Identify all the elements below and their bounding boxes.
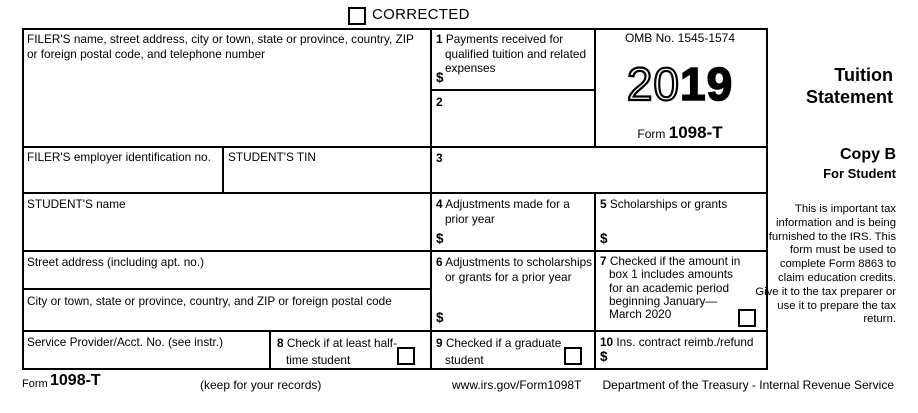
- student-instructions: This is important tax information and is being furnished to the IRS. This form must be used to complete Form 8863 to claim education credits. Give it to the tax preparer or use it to prepare the tax return.: [755, 203, 896, 326]
- student-name-input[interactable]: [27, 212, 423, 242]
- box7-label-row: [600, 255, 745, 322]
- box4-label: Adjustments made for a prior year: [445, 197, 570, 226]
- box1-amount-input[interactable]: [449, 72, 588, 85]
- divider-h-row2: [22, 192, 768, 194]
- divider-h-top: [22, 28, 768, 30]
- box8-number: 8: [277, 336, 284, 350]
- student-tin-input[interactable]: [228, 165, 424, 177]
- copy-recipient: For Student: [823, 166, 896, 181]
- filer-ein-input[interactable]: [27, 165, 215, 177]
- form-number: 1098-T: [668, 123, 723, 142]
- box10-label-row: [600, 335, 779, 350]
- student-tin-label: STUDENT'S TIN: [228, 150, 316, 164]
- box5-dollar-sign: $: [600, 231, 608, 246]
- box4-number: 4: [436, 197, 443, 211]
- box1-number: 1: [436, 32, 443, 46]
- box10-dollar-sign: $: [600, 349, 608, 364]
- box6-amount-input[interactable]: [449, 312, 586, 325]
- street-address-label: Street address (including apt. no.): [27, 255, 205, 269]
- box5-number: 5: [600, 197, 607, 211]
- box3-input[interactable]: [446, 150, 736, 162]
- box4-dollar-sign: $: [436, 231, 444, 246]
- city-input[interactable]: [27, 309, 427, 321]
- box4-amount-input[interactable]: [449, 233, 586, 246]
- form-title: [806, 64, 893, 108]
- box9-checkbox[interactable]: [564, 347, 582, 365]
- box3-number: 3: [436, 151, 443, 165]
- box5-label: Scholarships or grants: [609, 197, 728, 211]
- filer-ein-label: FILER'S employer identification no.: [27, 150, 211, 164]
- box5-amount-input[interactable]: [613, 233, 758, 246]
- divider-h-street-city: [22, 288, 432, 290]
- divider-h-row3: [22, 250, 768, 252]
- omb-number: OMB No. 1545-1574: [624, 31, 736, 45]
- footer-form-word: Form: [22, 378, 48, 390]
- form-word: Form: [637, 127, 666, 141]
- box10-number: 10: [600, 335, 614, 349]
- box7-label: Checked if the amount in box 1 includes amounts for an academic period beginning January—March 2020: [609, 254, 741, 322]
- copy-designation: Copy B: [840, 146, 896, 163]
- divider-h-row1: [22, 146, 768, 148]
- footer-irs-url[interactable]: www.irs.gov/Form1098T: [452, 378, 582, 392]
- filer-address-label: FILER'S name, street address, city or town, state or province, country, ZIP or foreign postal code, and telephone number: [27, 32, 414, 61]
- box4-label-row: [436, 197, 595, 226]
- service-provider-label: Service Provider/Acct. No. (see instr.): [27, 335, 224, 349]
- box6-label-row: [436, 255, 595, 284]
- tax-year-outline: 20: [626, 58, 680, 110]
- box8-checkbox[interactable]: [397, 347, 415, 365]
- box5-label-row: [600, 197, 769, 212]
- tax-year: [626, 58, 734, 110]
- corrected-label: CORRECTED: [372, 6, 470, 23]
- footer-form-number: 1098-T: [50, 372, 101, 389]
- divider-v-left: [22, 28, 24, 370]
- street-address-input[interactable]: [27, 270, 423, 282]
- divider-h-box1-box2: [430, 89, 596, 91]
- box1-dollar-sign: $: [436, 70, 444, 85]
- divider-h-row5: [22, 330, 768, 332]
- box6-dollar-sign: $: [436, 310, 444, 325]
- box6-number: 6: [436, 255, 443, 269]
- box10-amount-input[interactable]: [613, 351, 758, 364]
- filer-address-input[interactable]: [27, 61, 427, 131]
- divider-v-service-box8: [269, 330, 271, 370]
- divider-h-bottom: [22, 368, 768, 370]
- tax-year-bold: 19: [680, 58, 734, 110]
- form-id: [637, 123, 722, 143]
- box9-label: Checked if a graduate student: [445, 336, 562, 367]
- box9-number: 9: [436, 336, 443, 350]
- divider-v-ein-tin: [222, 146, 224, 194]
- form-title-line1: Tuition: [834, 65, 893, 85]
- box1-label: Payments received for qualified tuition and related expenses: [445, 32, 587, 76]
- box6-label: Adjustments to scholarships or grants for a prior year: [445, 255, 593, 284]
- box7-number: 7: [600, 254, 607, 268]
- box2-input[interactable]: [446, 94, 566, 106]
- omb-year-cell: [596, 31, 764, 143]
- footer-department: Department of the Treasury - Internal Revenue Service: [602, 378, 894, 392]
- student-name-label: STUDENT'S name: [27, 197, 126, 211]
- footer-keep-note: (keep for your records): [200, 378, 322, 392]
- box2-number: 2: [436, 95, 443, 109]
- city-label: City or town, state or province, country, and ZIP or foreign postal code: [27, 294, 392, 308]
- box8-label-row: [277, 335, 404, 368]
- box9-label-row: [436, 335, 573, 368]
- box1-label-row: [436, 32, 597, 76]
- box10-label: Ins. contract reimb./refund: [616, 335, 754, 349]
- divider-v-middle: [430, 28, 432, 370]
- service-provider-input[interactable]: [27, 350, 265, 362]
- form-title-line2: Statement: [805, 87, 893, 107]
- corrected-checkbox[interactable]: [348, 7, 366, 25]
- box8-label: Check if at least half-time student: [286, 336, 397, 367]
